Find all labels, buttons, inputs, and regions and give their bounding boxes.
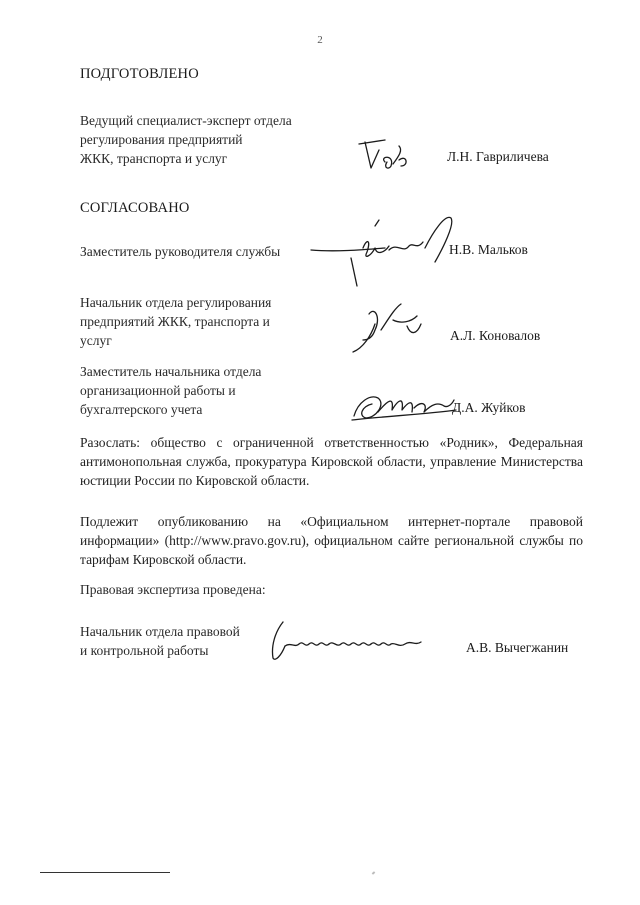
position-line: и контрольной работы bbox=[80, 643, 209, 658]
signature-malkov bbox=[305, 212, 455, 292]
signer-position bbox=[80, 293, 271, 350]
position-line: Ведущий специалист-эксперт отдела bbox=[80, 113, 292, 128]
legal-review-position bbox=[80, 622, 240, 660]
position-line: ЖКК, транспорта и услуг bbox=[80, 151, 228, 166]
distribution-paragraph: Разослать: общество с ограниченной ответственностью «Родник», Федеральная антимонопольная служба, прокуратура Кировской области, управление Министерства юстиции России по Кировской области. bbox=[80, 435, 583, 488]
prepared-heading: ПОДГОТОВЛЕНО bbox=[80, 66, 199, 82]
position-line: Начальник отдела регулирования bbox=[80, 295, 272, 310]
signer-position bbox=[80, 362, 261, 419]
signature-zhuikov bbox=[348, 386, 458, 424]
signer-position bbox=[80, 242, 280, 261]
prepared-name: Л.Н. Гавриличева bbox=[447, 149, 549, 164]
position-line: бухгалтерского учета bbox=[80, 402, 203, 417]
signer-name: А.Л. Коновалов bbox=[450, 328, 541, 343]
position-line: услуг bbox=[80, 333, 112, 348]
position-line: Заместитель руководителя службы bbox=[80, 244, 281, 259]
scan-speck bbox=[372, 871, 376, 874]
footer-divider bbox=[40, 872, 170, 873]
signature-konovalov bbox=[345, 296, 435, 360]
page-number: 2 bbox=[317, 34, 323, 46]
agreed-heading: СОГЛАСОВАНО bbox=[80, 200, 190, 216]
signature-gavrilicheva bbox=[355, 136, 445, 176]
signer-name: Н.В. Мальков bbox=[449, 242, 528, 257]
signer-name: Д.А. Жуйков bbox=[452, 400, 526, 415]
legal-review-text: Правовая экспертиза проведена: bbox=[80, 582, 266, 597]
position-line: регулирования предприятий bbox=[80, 132, 243, 147]
position-line: Начальник отдела правовой bbox=[80, 624, 240, 639]
position-line: Заместитель начальника отдела bbox=[80, 364, 262, 379]
prepared-position bbox=[80, 111, 292, 168]
position-line: организационной работы и bbox=[80, 383, 236, 398]
signature-vychegzhanin bbox=[265, 616, 435, 666]
legal-review-name: А.В. Вычегжанин bbox=[466, 640, 569, 655]
position-line: предприятий ЖКК, транспорта и bbox=[80, 314, 270, 329]
publication-paragraph: Подлежит опубликованию на «Официальном интернет-портале правовой информации» (http://www.pravo.gov.ru), официальном сайте региональной службы по тарифам Кировской области. bbox=[80, 514, 583, 567]
